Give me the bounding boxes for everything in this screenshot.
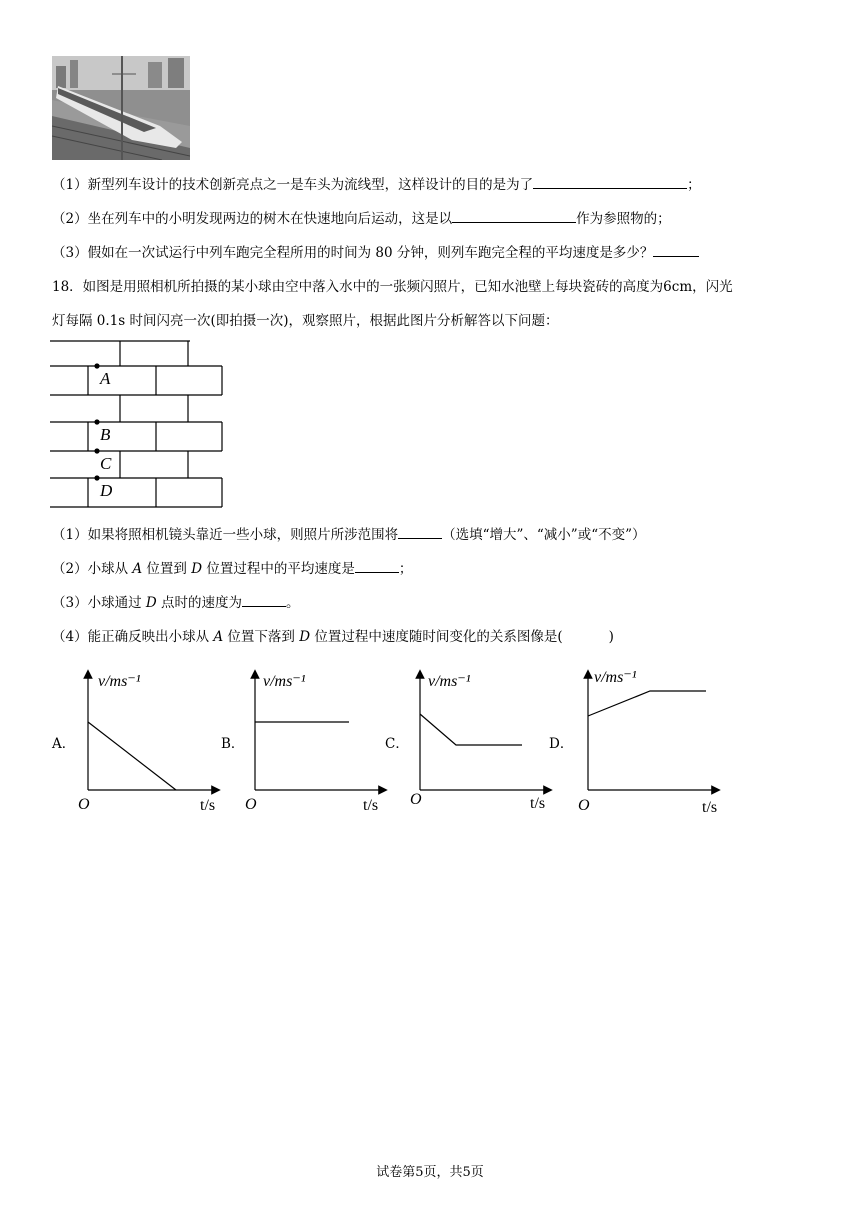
point-label: C bbox=[100, 454, 112, 473]
option-a-label[interactable]: A． bbox=[52, 736, 76, 752]
answer-blank[interactable] bbox=[452, 207, 576, 223]
option-a-graph[interactable] bbox=[76, 664, 226, 820]
ball-point bbox=[94, 363, 99, 368]
q18-part3: （3）小球通过 D 点时的速度为 。 bbox=[52, 591, 300, 611]
q18-stem-line2: 灯每隔 0.1s 时间闪亮一次(即拍摄一次)，观察照片，根据此图片分析解答以下问题： bbox=[52, 313, 559, 329]
option-b-label[interactable]: B． bbox=[221, 736, 245, 752]
q18-stem-line1: 18．如图是用照相机所拍摄的某小球由空中落入水中的一张频闪照片，已知水池壁上每块瓷砖的高度为6cm，闪光 bbox=[52, 279, 733, 295]
ball-point bbox=[94, 419, 99, 424]
train-photo bbox=[52, 56, 190, 160]
q18-part1: （1）如果将照相机镜头靠近一些小球，则照片所涉范围将 （选填“增大”、“减小”或“不变”） bbox=[52, 523, 646, 543]
origin-label: O bbox=[245, 796, 257, 813]
answer-blank[interactable] bbox=[355, 557, 399, 573]
option-c-label[interactable]: C． bbox=[385, 736, 409, 752]
point-label: A bbox=[100, 369, 111, 388]
answer-blank[interactable] bbox=[653, 241, 699, 257]
answer-blank[interactable] bbox=[242, 591, 286, 607]
v-axis-label: v/ms⁻¹ bbox=[428, 673, 471, 690]
t-axis-label: t/s bbox=[363, 797, 379, 814]
option-d-label[interactable]: D． bbox=[549, 736, 574, 752]
q17-part1: （1）新型列车设计的技术创新亮点之一是车头为流线型，这样设计的目的是为了 ； bbox=[52, 173, 701, 193]
answer-blank[interactable] bbox=[398, 523, 442, 539]
t-axis-label: t/s bbox=[530, 795, 546, 812]
q18-part2: （2）小球从 A 位置到 D 位置过程中的平均速度是 ； bbox=[52, 557, 412, 577]
v-axis-label: v/ms⁻¹ bbox=[263, 673, 306, 690]
option-b-graph[interactable] bbox=[243, 664, 393, 820]
option-c-graph[interactable] bbox=[408, 664, 558, 820]
origin-label: O bbox=[78, 796, 90, 813]
origin-label: O bbox=[578, 797, 590, 814]
strobe-photo-diagram bbox=[50, 340, 230, 512]
point-label: D bbox=[100, 481, 113, 500]
t-axis-label: t/s bbox=[702, 799, 718, 816]
option-d-graph[interactable] bbox=[576, 664, 726, 820]
point-label: B bbox=[100, 425, 111, 444]
v-axis-label: v/ms⁻¹ bbox=[98, 673, 141, 690]
ball-point bbox=[94, 448, 99, 453]
q18-part4: （4）能正确反映出小球从 A 位置下落到 D 位置过程中速度随时间变化的关系图像是( ) bbox=[52, 629, 614, 645]
origin-label: O bbox=[410, 791, 422, 808]
answer-blank[interactable] bbox=[533, 173, 687, 189]
v-axis-label: v/ms⁻¹ bbox=[594, 669, 637, 686]
t-axis-label: t/s bbox=[200, 797, 216, 814]
ball-point bbox=[94, 475, 99, 480]
page-footer: 试卷第5页，共5页 bbox=[376, 1165, 484, 1180]
q17-part2: （2）坐在列车中的小明发现两边的树木在快速地向后运动，这是以 作为参照物的； bbox=[52, 207, 671, 227]
q17-part3: （3）假如在一次试运行中列车跑完全程所用的时间为 80 分钟，则列车跑完全程的平均速度是多少？ bbox=[52, 241, 699, 261]
